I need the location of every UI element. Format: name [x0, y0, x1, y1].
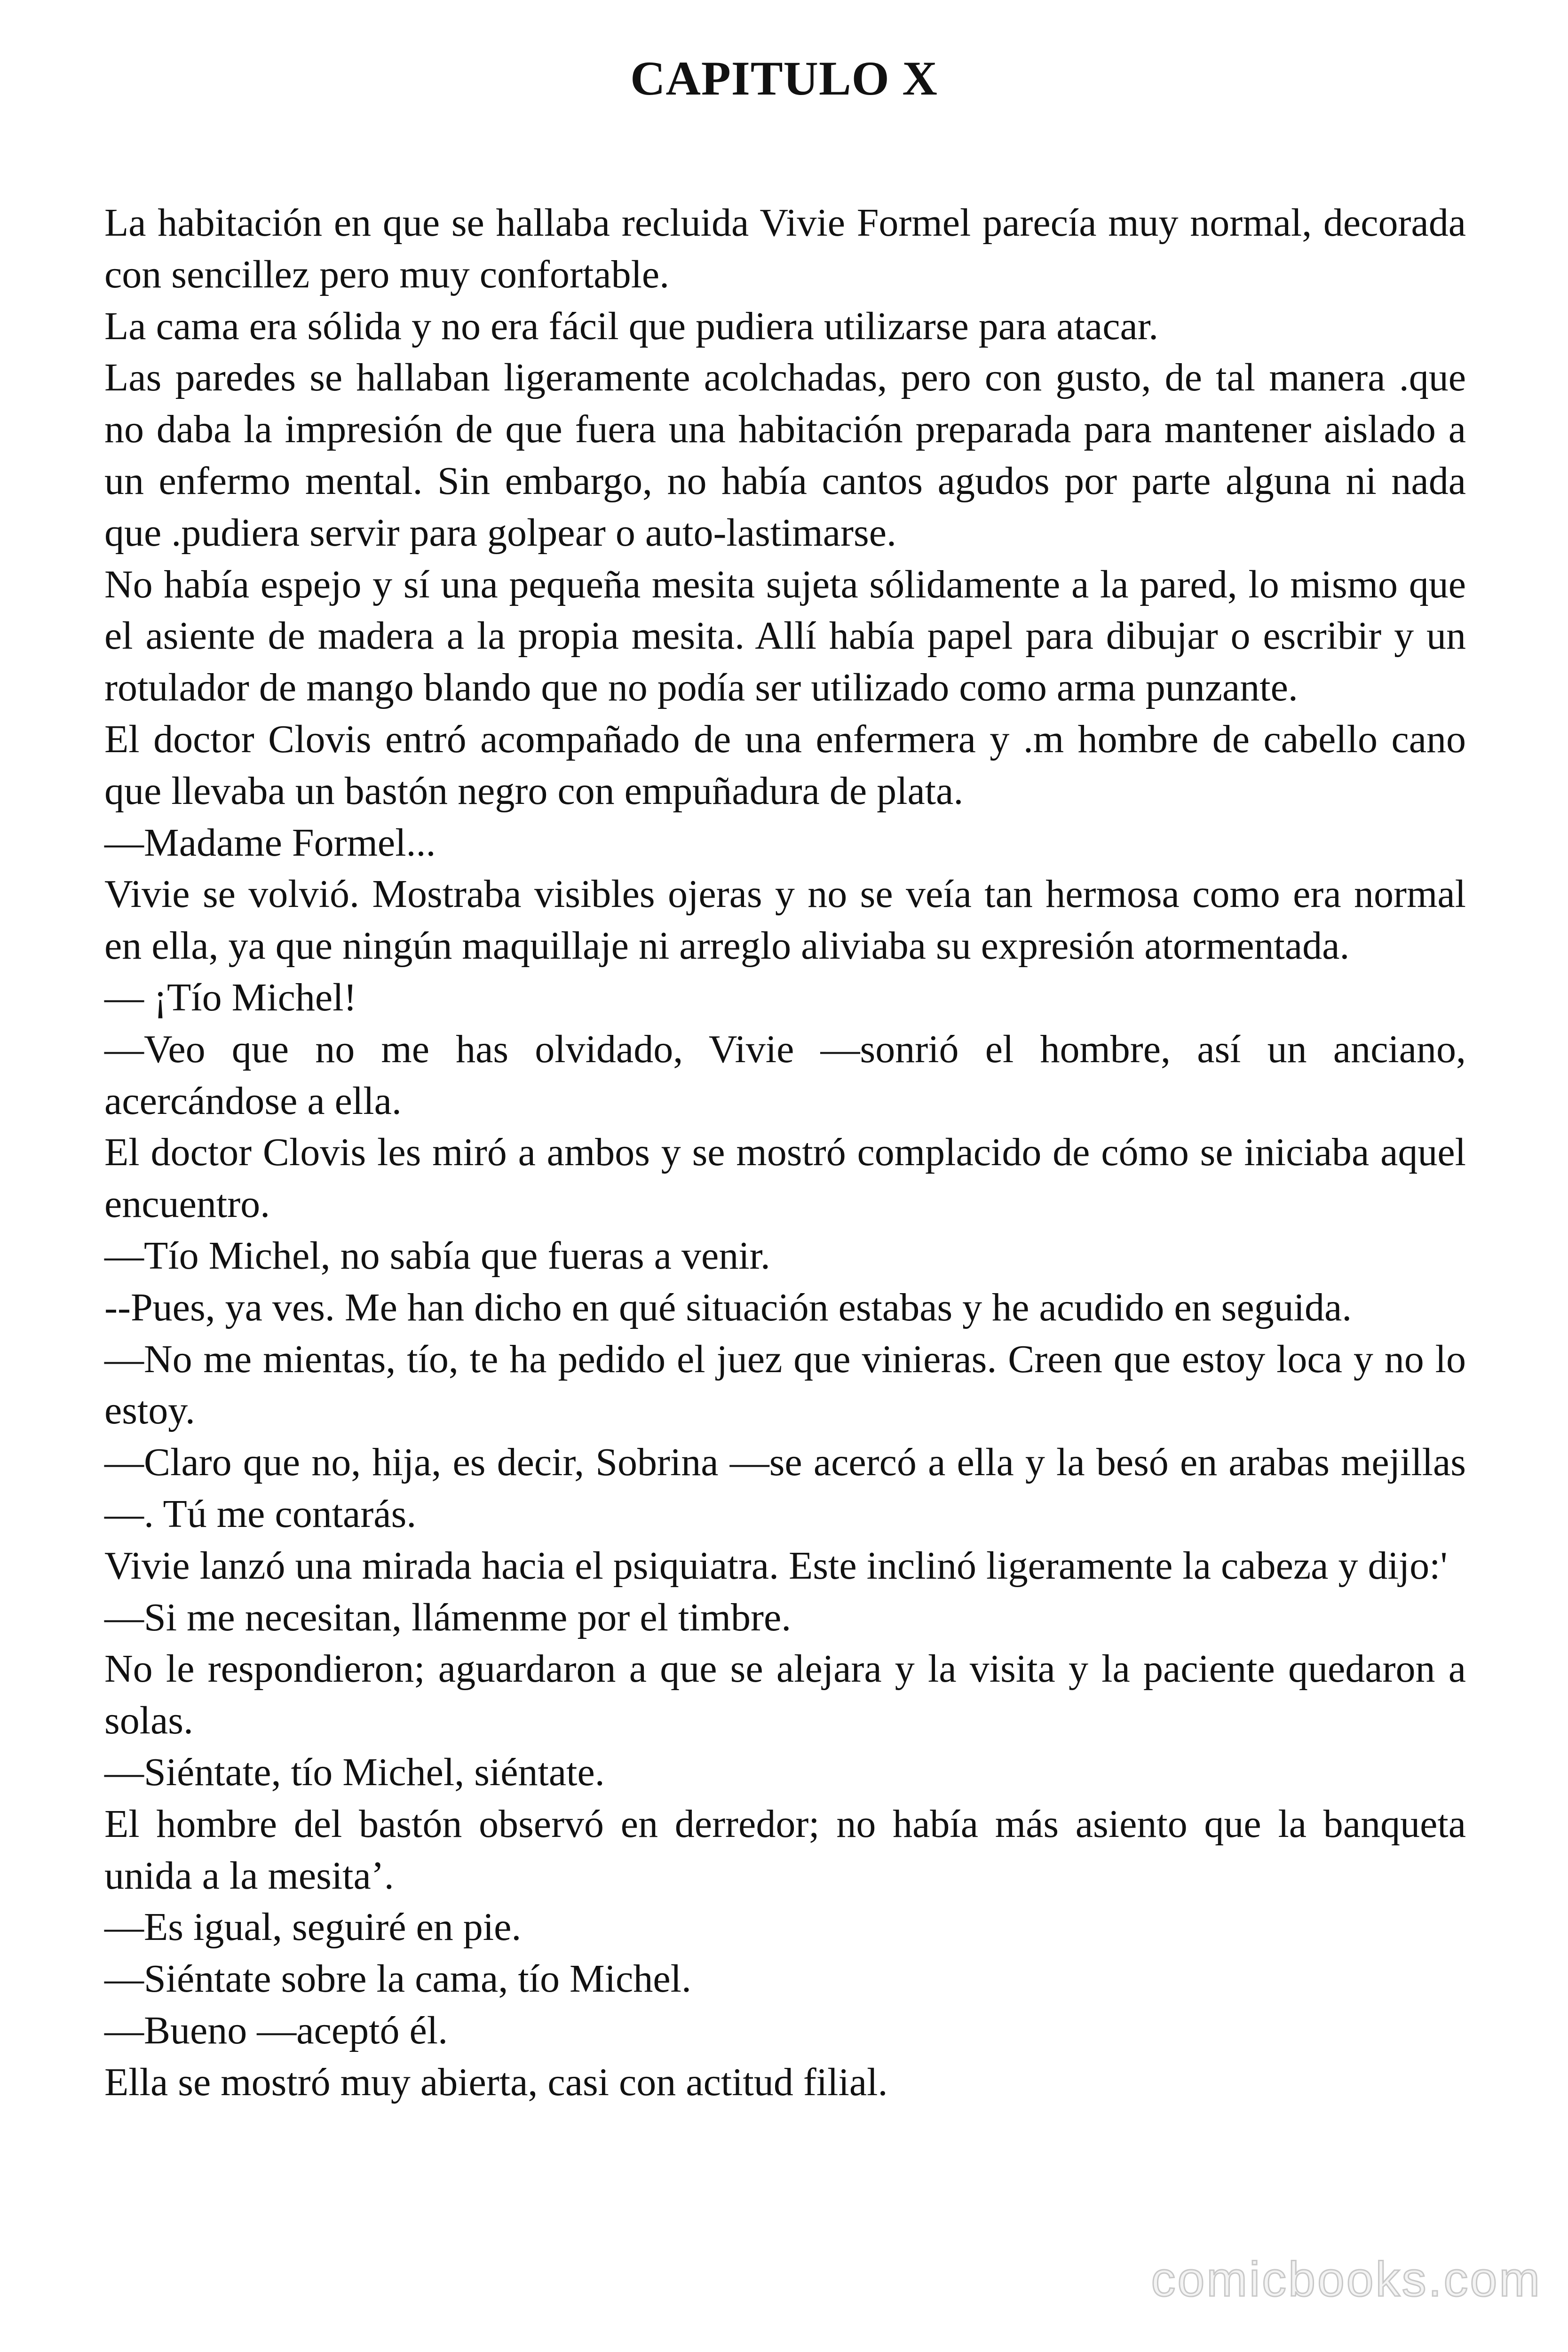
paragraph: Las paredes se hallaban ligeramente acolchadas, pero con gusto, de tal manera .que no daba la impresión de que fuera una habitación preparada para mantener aislado a un enfermo mental. Sin embargo, no había cantos agudos por parte alguna ni nada que .pudiera servir para golpear o auto-lastimarse.: [104, 356, 1466, 555]
paragraph: Ella se mostró muy abierta, casi con actitud filial.: [104, 2060, 888, 2104]
paragraph: —Bueno —aceptó él.: [104, 2008, 448, 2052]
paragraph: El doctor Clovis les miró a ambos y se mostró complacido de cómo se iniciaba aquel encuentro.: [104, 1130, 1466, 1226]
paragraph: No había espejo y sí una pequeña mesita sujeta sólidamente a la pared, lo mismo que el asiente de madera a la propia mesita. Allí había papel para dibujar o escribir y un rotulador de mango blando que no podía ser utilizado como arma punzante.: [104, 562, 1466, 710]
paragraph: —No me mientas, tío, te ha pedido el juez que vinieras. Creen que estoy loca y no lo estoy.: [104, 1337, 1466, 1433]
paragraph: —Siéntate sobre la cama, tío Michel.: [104, 1957, 691, 2001]
paragraph: —Madame Formel...: [104, 820, 436, 865]
paragraph: No le respondieron; aguardaron a que se alejara y la visita y la paciente quedaron a solas.: [104, 1647, 1466, 1743]
watermark: comicbooks.com: [1151, 2252, 1542, 2307]
paragraph: — ¡Tío Michel!: [104, 975, 357, 1019]
paragraph: --Pues, ya ves. Me han dicho en qué situación estabas y he acudido en seguida.: [104, 1285, 1352, 1329]
paragraph: —Tío Michel, no sabía que fueras a venir.: [104, 1233, 770, 1278]
paragraph: La habitación en que se hallaba recluida Vivie Formel parecía muy normal, decorada con sencillez pero muy confortable.: [104, 201, 1466, 296]
paragraph: La cama era sólida y no era fácil que pudiera utilizarse para atacar.: [104, 304, 1159, 348]
chapter-title: CAPITULO X: [630, 52, 938, 105]
paragraph: —Claro que no, hija, es decir, Sobrina —se acercó a ella y la besó en arabas mejillas—. Tú me contarás.: [104, 1440, 1466, 1536]
paragraph: El doctor Clovis entró acompañado de una enfermera y .m hombre de cabello cano que llevaba un bastón negro con empuñadura de plata.: [104, 717, 1466, 813]
paragraph: —Es igual, seguiré en pie.: [104, 1905, 522, 1949]
paragraph: Vivie lanzó una mirada hacia el psiquiatra. Este inclinó ligeramente la cabeza y dijo:': [104, 1543, 1448, 1588]
paragraph: —Si me necesitan, llámenme por el timbre.: [104, 1595, 792, 1639]
paragraph: Vivie se volvió. Mostraba visibles ojeras y no se veía tan hermosa como era normal en ella, ya que ningún maquillaje ni arreglo aliviaba su expresión atormentada.: [104, 872, 1466, 968]
paragraph: —Veo que no me has olvidado, Vivie —sonrió el hombre, así un anciano, acercándose a ella.: [104, 1027, 1466, 1123]
paragraph: —Siéntate, tío Michel, siéntate.: [104, 1750, 605, 1794]
paragraph: El hombre del bastón observó en derredor; no había más asiento que la banqueta unida a la mesita’.: [104, 1802, 1466, 1898]
chapter-body: [104, 197, 1466, 2108]
